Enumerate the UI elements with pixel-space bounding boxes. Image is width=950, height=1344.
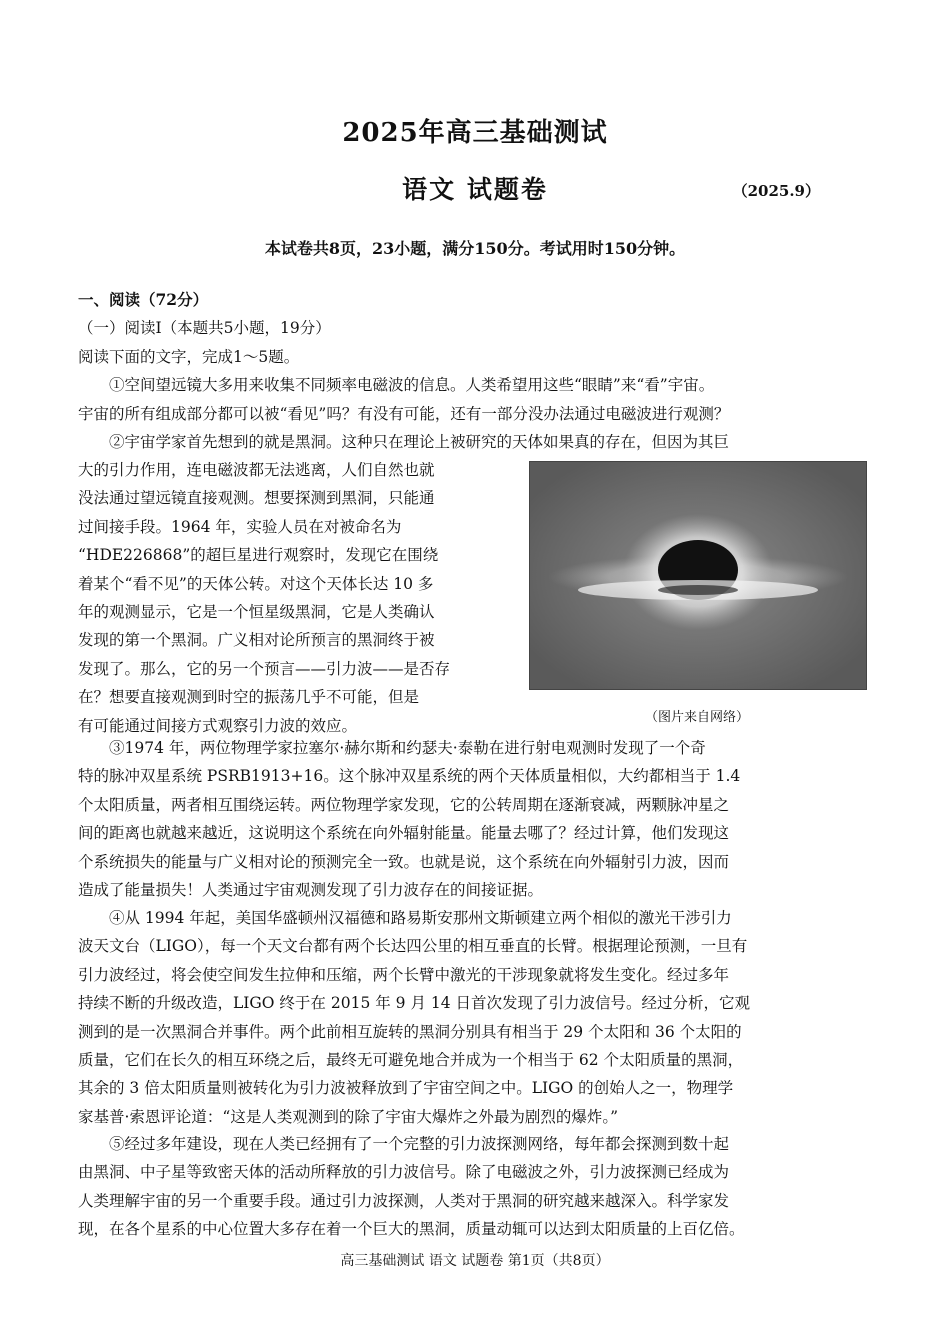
page-footer: 高三基础测试 语文 试题卷 第1页（共8页） xyxy=(340,1253,610,1269)
part-heading: （一）阅读Ⅰ（本题共5小题，19分） xyxy=(78,319,331,338)
paragraph-5 xyxy=(78,1130,868,1244)
paragraph-line: 质量，它们在长久的相互环绕之后，最终无可避免地合并成为一个相当于 62 个太阳质量的黑洞， xyxy=(78,1050,744,1069)
paragraph-line: 其余的 3 倍太阳质量则被转化为引力波被释放到了宇宙空间之中。LIGO 的创始人之一，物理学 xyxy=(78,1079,734,1098)
paragraph-line: 测到的是一次黑洞合并事件。两个此前相互旋转的黑洞分别具有相当于 29 个太阳和 36 个太阳的 xyxy=(78,1022,742,1041)
exam-date: （2025.9） xyxy=(732,182,820,200)
paragraph-line: ⑤经过多年建设，现在人类已经拥有了一个完整的引力波探测网络，每年都会探测到数十起 xyxy=(109,1135,730,1153)
paragraph-line: 发现的第一个黑洞。广义相对论所预言的黑洞终于被 xyxy=(78,631,435,650)
exam-title: 2025年高三基础测试 xyxy=(342,118,608,148)
instruction: 阅读下面的文字，完成1～5题。 xyxy=(78,347,300,366)
exam-subtitle: 语文 试题卷 xyxy=(402,175,548,204)
paragraph-line: 过间接手段。1964 年，实验人员在对被命名为 xyxy=(78,517,402,536)
paragraph-line: 特的脉冲双星系统 PSRB1913+16。这个脉冲双星系统的两个天体质量相似，大约都相当于 1.4 xyxy=(78,767,741,786)
paragraph-line: 引力波经过，将会使空间发生拉伸和压缩，两个长臂中激光的干涉现象就将发生变化。经过多年 xyxy=(78,965,730,984)
paragraph-line: 持续不断的升级改造，LIGO 终于在 2015 年 9 月 14 日首次发现了引力波信号。经过分析，它观 xyxy=(78,994,751,1013)
paragraph-line: 着某个“看不见”的天体公转。对这个天体长达 10 多 xyxy=(78,574,434,593)
paragraph-line: 家基普·索恩评论道：“这是人类观测到的除了宇宙大爆炸之外最为剧烈的爆炸。” xyxy=(78,1107,619,1126)
paragraph-1-line-1: ①空间望远镜大多用来收集不同频率电磁波的信息。人类希望用这些“眼睛”来“看”宇宙。 xyxy=(109,376,715,395)
paragraph-1-line-2: 宇宙的所有组成部分都可以被“看见”吗？有没有可能，还有一部分没办法通过电磁波进行观测？ xyxy=(78,404,730,423)
paragraph-line: 没法通过望远镜直接观测。想要探测到黑洞，只能通 xyxy=(78,489,435,508)
paragraph-line: 在？想要直接观测到时空的振荡几乎不可能，但是 xyxy=(78,688,420,707)
paragraph-line: 个系统损失的能量与广义相对论的预测完全一致。也就是说，这个系统在向外辐射引力波，因而 xyxy=(78,852,730,871)
section-heading: 一、阅读（72分） xyxy=(78,290,209,309)
black-hole-illustration xyxy=(530,462,866,689)
paragraph-2-line-1: ②宇宙学家首先想到的就是黑洞。这种只在理论上被研究的天体如果真的存在，但因为其巨 xyxy=(109,432,730,451)
paragraph-line: ③1974 年，两位物理学家拉塞尔·赫尔斯和约瑟夫·泰勒在进行射电观测时发现了一个奇 xyxy=(109,739,706,757)
paragraph-line: 大的引力作用，连电磁波都无法逃离，人们自然也就 xyxy=(78,461,435,479)
paragraph-line: 有可能通过间接方式观察引力波的效应。 xyxy=(78,716,358,735)
paragraph-line: 现，在各个星系的中心位置大多存在着一个巨大的黑洞，质量动辄可以达到太阳质量的上百亿倍。 xyxy=(78,1220,745,1239)
paragraph-line: ④从 1994 年起，美国华盛顿州汉福德和路易斯安那州文斯顿建立两个相似的激光干涉引力 xyxy=(109,909,732,927)
black-hole-image xyxy=(529,461,867,690)
paragraph-line: 间的距离也就越来越近，这说明这个系统在向外辐射能量。能量去哪了？经过计算，他们发现这 xyxy=(78,824,730,843)
paragraph-3 xyxy=(78,734,868,904)
paragraph-line: 个太阳质量，两者相互围绕运转。两位物理学家发现，它的公转周期在逐渐衰减，两颗脉冲星之 xyxy=(78,795,730,814)
paragraph-4 xyxy=(78,904,868,1131)
paragraph-line: 造成了能量损失！人类通过宇宙观测发现了引力波存在的间接证据。 xyxy=(78,880,544,899)
paragraph-line: “HDE226868”的超巨星进行观察时，发现它在围绕 xyxy=(78,546,439,565)
paragraph-line: 人类理解宇宙的另一个重要手段。通过引力波探测，人类对于黑洞的研究越来越深入。科学家发 xyxy=(78,1191,730,1210)
exam-notice: 本试卷共8页，23小题，满分150分。考试用时150分钟。 xyxy=(264,239,686,258)
paragraph-line: 由黑洞、中子星等致密天体的活动所释放的引力波信号。除了电磁波之外，引力波探测已经成为 xyxy=(78,1163,730,1182)
paragraph-line: 年的观测显示，它是一个恒星级黑洞，它是人类确认 xyxy=(78,602,435,621)
section-intro xyxy=(78,286,868,456)
paragraph-2-wrapped xyxy=(78,456,516,740)
paragraph-line: 发现了。那么，它的另一个预言——引力波——是否存 xyxy=(78,659,451,678)
figure-caption: （图片来自网络） xyxy=(644,710,749,725)
paragraph-line: 波天文台（LIGO），每一个天文台都有两个长达四公里的相互垂直的长臂。根据理论预测，一旦有 xyxy=(78,937,748,956)
